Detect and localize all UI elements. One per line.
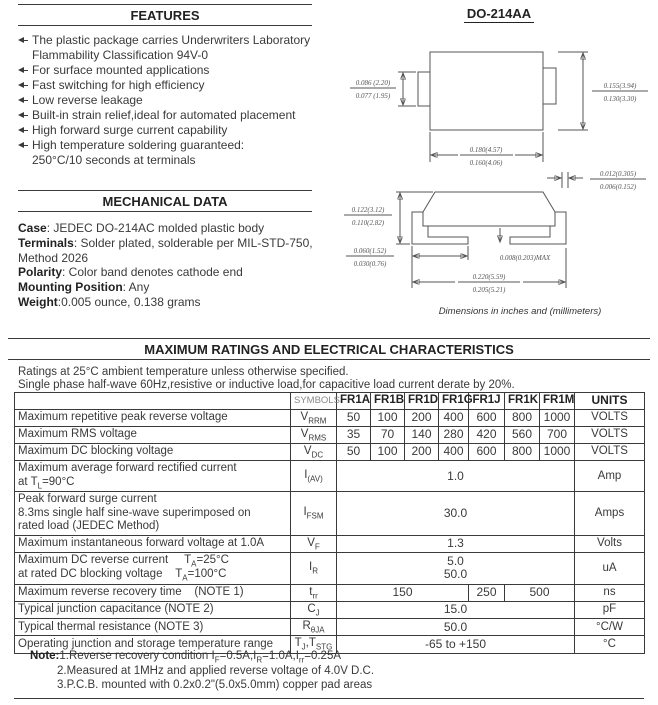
table-row [15,584,645,601]
dim-body-height-min: 0.130(3.30) [603,95,637,103]
feature-text: Fast switching for high efficiency [32,78,205,92]
features-title: FEATURES [130,8,200,23]
row-label: Typical junction capacitance (NOTE 2) [15,601,291,618]
mechanical-line: Weight:0.005 ounce, 0.138 grams [18,294,201,309]
divider [8,359,650,360]
dim-foot-length-max: 0.060(1.52) [353,247,387,255]
arrow-bullet-icon [18,37,30,44]
row-unit: VOLTS [575,444,645,461]
row-symbol: $C_J$ [291,601,337,618]
table-row [15,426,645,443]
features-list [18,33,344,168]
row-unit: pF [575,601,645,618]
row-unit: °C [575,636,645,653]
row-label: Maximum RMS voltage [15,426,291,443]
row-unit: Volts [575,535,645,552]
row-unit: °C/W [575,619,645,636]
note-line: Note:1.Reverse recovery condition $I_F=0.5A,I_R=1.0A,I_{rr}=0.25A$ [30,650,342,665]
feature-item [18,93,344,108]
row-value: 800 [505,409,540,426]
feature-text: High forward surge current capability [32,123,228,137]
ratings-title: MAXIMUM RATINGS AND ELECTRICAL CHARACTERISTICS [144,342,514,357]
row-label: Maximum DC blocking voltage [15,444,291,461]
mechanical-title: MECHANICAL DATA [102,194,228,209]
table-row [15,461,645,492]
row-value: 700 [540,426,575,443]
row-label: Maximum DC reverse current $T_A=25^\circ C$ at rated DC blocking voltage $T_A=100^\circ C$ [15,552,291,584]
row-value: 280 [439,426,469,443]
row-label: Maximum instantaneous forward voltage at 1.0A [15,535,291,552]
row-value: 140 [405,426,439,443]
row-symbol: $I_{FSM}$ [291,492,337,536]
dim-lead-thickness-max: 0.012(0.305) [599,170,637,178]
feature-item [18,138,344,168]
units-header: UNITS [575,393,645,410]
row-label: Maximum average forward rectified current at $T_L=90^\circ C$ [15,461,291,492]
divider [18,25,312,26]
arrow-bullet-icon [18,82,30,89]
feature-item [18,108,344,123]
dim-tab-width-max: 0.086 (2.20) [355,79,391,87]
dim-profile-height-max: 0.122(3.12) [351,206,385,214]
row-value: 560 [505,426,540,443]
dim-body-height-max: 0.155(3.94) [603,82,637,90]
table-corner [15,393,291,410]
ratings-description-line1: Ratings at 25°C ambient temperature unless otherwise specified. [18,366,349,378]
row-value: 50 [337,444,371,461]
part-column-header: FR1K [505,393,540,410]
table-row [15,619,645,636]
part-column-header: FR1A [337,393,371,410]
dim-lead-thickness-min: 0.006(0.152) [599,183,637,191]
feature-text: High temperature soldering guaranteed: 250°C/10 seconds at terminals [32,138,245,167]
dim-standoff: 0.008(0.203)MAX [499,254,551,262]
package-right-tab [543,68,556,104]
dim-overall-width-max: 0.220(5.59) [472,273,506,281]
dimensions-caption: Dimensions in inches and (millimeters) [438,306,602,317]
arrow-bullet-icon [18,97,30,104]
row-value: 200 [405,409,439,426]
dim-foot-length-min: 0.030(0.76) [353,260,387,268]
table-row [15,552,645,584]
mechanical-lines [18,221,340,310]
row-value: 600 [469,409,505,426]
table-row [15,444,645,461]
table-row [15,535,645,552]
bottom-divider [14,698,644,699]
dim-overall-width-min: 0.205(5.21) [472,286,506,294]
row-label: Peak forward surge current 8.3ms single half sine-wave superimposed on rated load (JEDEC Method) [15,492,291,536]
part-column-header: FR1J [469,393,505,410]
package-body [430,52,543,130]
row-value: 500 [505,584,575,601]
row-unit: Amp [575,461,645,492]
row-symbol: $V_F$ [291,535,337,552]
mechanical-line: Case: JEDEC DO-214AC molded plastic body [18,221,265,235]
feature-item [18,33,344,63]
note-line: 2.Measured at 1MHz and applied reverse voltage of 4.0V D.C. [57,665,375,678]
row-symbol: $I_{(AV)}$ [291,461,337,492]
row-symbol: $V_{DC}$ [291,444,337,461]
package-body-profile [423,192,555,226]
arrow-bullet-icon [18,127,30,134]
ratings-section-header [8,338,650,360]
notes-lines [30,649,640,692]
row-unit: VOLTS [575,409,645,426]
ratings-table-body [15,409,645,653]
row-value: 1.0 [337,461,575,492]
row-value: 200 [405,444,439,461]
row-label: Maximum reverse recovery time (NOTE 1) [15,584,291,601]
package-side-view-diagram [340,168,658,302]
package-title: DO-214AA [340,6,658,21]
divider [18,211,312,212]
package-left-tab [418,72,430,106]
dim-body-width-max: 0.180(4.57) [469,146,503,154]
ratings-description-line2: Single phase half-wave 60Hz,resistive or inductive load,for capacitive load current derate by 20%. [18,379,515,391]
row-value: 400 [439,444,469,461]
part-column-header: FR1M [540,393,575,410]
mechanical-line: Terminals: Solder plated, solderable per MIL-STD-750, [18,235,313,250]
row-label: Maximum repetitive peak reverse voltage [15,409,291,426]
table-row [15,492,645,536]
dim-body-width-min: 0.160(4.06) [469,159,503,167]
ratings-description [18,366,646,392]
note-line: 3.P.C.B. mounted with 0.2x0.2"(5.0x5.0mm) copper pad areas [57,679,373,692]
arrow-bullet-icon [18,142,30,149]
row-symbol: $t_{rr}$ [291,584,337,601]
package-top-view-diagram [340,22,658,168]
row-value: 150 [337,584,469,601]
feature-item [18,123,344,138]
row-unit: Amps [575,492,645,536]
row-value: 250 [469,584,505,601]
part-column-header: FR1B [371,393,405,410]
row-value: -65 to +150 [337,636,575,653]
feature-text: Built-in strain relief,ideal for automated placement [32,108,296,122]
row-symbol: $I_R$ [291,552,337,584]
feature-item [18,63,344,78]
arrow-bullet-icon [18,67,30,74]
row-symbol: $T_J,T_{STG}$ [291,636,337,653]
feature-text: The plastic package carries Underwriters Laboratory Flammability Classification 94V-0 [32,33,311,62]
row-value: 420 [469,426,505,443]
feature-item [18,78,344,93]
part-column-header: FR1G [439,393,469,410]
row-value: 400 [439,409,469,426]
symbols-header: SYMBOLS [291,393,337,410]
row-symbol: $V_{RMS}$ [291,426,337,443]
row-value: 1.3 [337,535,575,552]
row-label: Operating junction and storage temperature range [15,636,291,653]
row-label: Typical thermal resistance (NOTE 3) [15,619,291,636]
table-row [15,601,645,618]
row-value: 800 [505,444,540,461]
mechanical-line: Mounting Position: Any [18,280,150,295]
mechanical-section-header [18,190,312,212]
row-value: 1000 [540,409,575,426]
row-value: 1000 [540,444,575,461]
mechanical-line: Method 2026 [18,250,89,265]
row-value: 600 [469,444,505,461]
row-value: 5.0 50.0 [337,552,575,584]
row-value: 50.0 [337,619,575,636]
ratings-table [14,392,645,654]
package-right-lead [510,212,566,244]
table-row [15,409,645,426]
row-value: 30.0 [337,492,575,536]
dim-tab-width-min: 0.077 (1.95) [355,92,391,100]
mechanical-line: Polarity: Color band denotes cathode end [18,265,243,280]
row-unit: VOLTS [575,426,645,443]
dim-profile-height-min: 0.110(2.82) [351,219,385,227]
row-symbol: $R_{\theta JA}$ [291,619,337,636]
feature-text: Low reverse leakage [32,93,143,107]
row-unit: ns [575,584,645,601]
row-value: 100 [371,409,405,426]
package-left-lead [412,212,468,244]
row-symbol: $V_{RRM}$ [291,409,337,426]
row-value: 35 [337,426,371,443]
row-value: 70 [371,426,405,443]
feature-text: For surface mounted applications [32,63,210,77]
row-unit: uA [575,552,645,584]
row-value: 50 [337,409,371,426]
features-section-header [18,4,312,26]
row-value: 100 [371,444,405,461]
part-column-header: FR1D [405,393,439,410]
row-value: 15.0 [337,601,575,618]
arrow-bullet-icon [18,112,30,119]
ratings-header-row [15,393,645,410]
